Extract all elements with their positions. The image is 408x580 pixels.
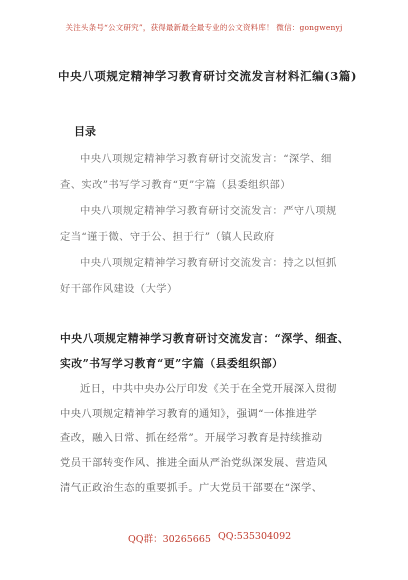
document-title: 中央八项规定精神学习教育研讨交流发言材料汇编(3篇) [58,69,357,83]
section-title-line: 中央八项规定精神学习教育研讨交流发言：“深学、细查、 [60,332,350,345]
body-line: 清气正政治生态的重要抓手。广大党员干部要在“深学、 [60,481,323,494]
header-notice: 关注头条号“公文研究”，获得最新最全最专业的公文资料库！ 微信：gongwenyj [65,23,343,32]
toc-item-line: 中央八项规定精神学习教育研讨交流发言：持之以恒抓 [80,257,337,269]
body-line: 近日，中共中央办公厅印发《关于在全党开展深入贯彻 [80,383,337,395]
body-line: 中央八项规定精神学习教育的通知》，强调“一体推进学 [60,407,318,420]
footer-qq-group: QQ群：30265665 [128,534,211,545]
toc-heading: 目录 [74,125,96,138]
body-line: 党员干部转变作风、推进全面从严治党纵深发展、营造风 [60,457,328,470]
section-title [60,326,360,376]
toc-item-line: 查、实改”书写学习教育“更”字篇（县委组织部） [60,179,291,191]
toc-item-2[interactable] [60,198,360,250]
footer-qq-contact: QQ:535304092 [218,531,292,542]
toc-item-line: 好干部作风建设（大学） [60,283,178,295]
toc-item-line: 中央八项规定精神学习教育研讨交流发言：严守八项规 [80,205,337,217]
section-title-line: 实改”书写学习教育“更”字篇（县委组织部） [60,357,284,370]
toc-item-3[interactable] [60,250,360,302]
toc-item-line: 定当“谨于微、守于公、担于行”（镇人民政府 [60,231,275,243]
toc-item-1[interactable] [60,146,360,198]
toc-item-line: 中央八项规定精神学习教育研讨交流发言：“深学、细 [80,153,332,165]
body-paragraph [60,377,360,501]
body-line: 查改，融入日常、抓在经常”。开展学习教育是持续推动 [60,432,323,445]
